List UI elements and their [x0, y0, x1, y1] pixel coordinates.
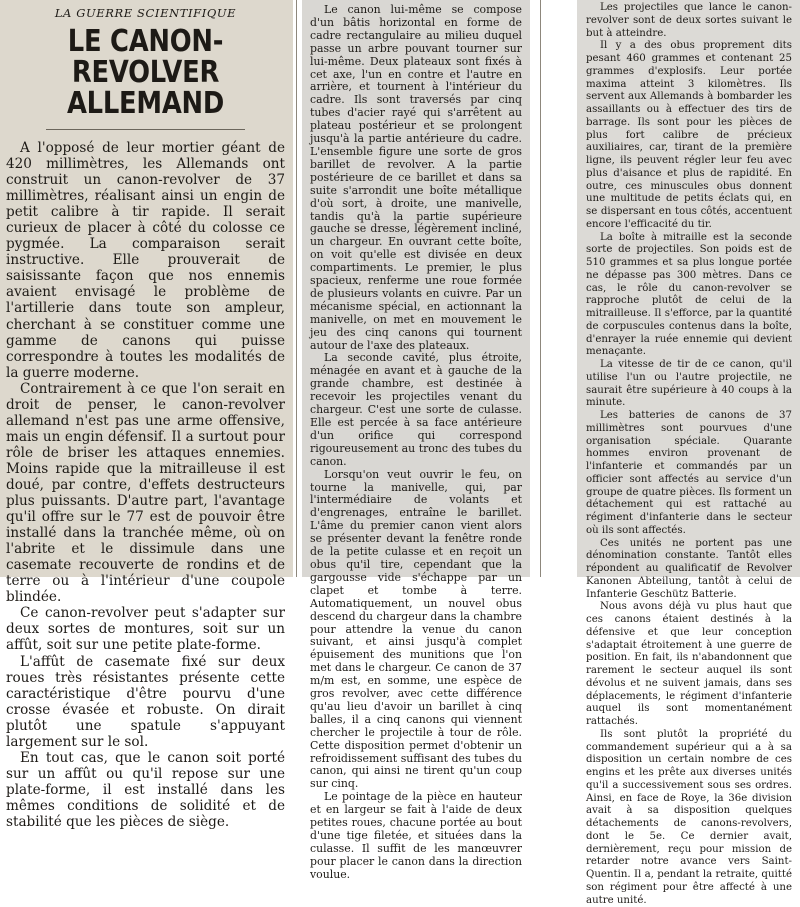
paragraph: Lorsqu'on veut ouvrir le feu, on tourne la manivelle, qui, par l'intermédiaire de volants et d'engrenages, entraîne le barillet. L'âme du premier canon vient alors se présenter devant la fenêtre ronde de la petite culasse et en reçoit un obus qu'il tire, cependant que la gargousse vide s'échappe par un clapet et tombe à terre. Automatiquement, un nouvel obus descend du chargeur dans la chambre pour attendre la venue du canon suivant, et ainsi jusqu'à complet épuisement des munitions que l'on met dans le chargeur. Ce canon de 37 m/m est, en somme, une espèce de gros revolver, avec cette différence qu'au lieu d'avoir un barillet à cinq balles, il a cinq canons qui viennent chercher le projectile à tour de rôle. Cette disposition permet d'obtenir un refroidissement suffisant des tubes du canon, qui ainsi ne tirent qu'un coup sur cinq.: [310, 467, 522, 791]
paragraph: Ils sont plutôt la propriété du commandement supérieur qui a à sa disposition un certain nombre de ces engins et les prête aux diverses unités qu'il a successivement sous ses ordres. Ainsi, en face de Roye, la 36e division avait à sa disposition quelques détachements de canons-revolvers, dont le 5e. Ce dernier avait, dernièrement, reçu pour mission de retarder notre avance vers Saint-Quentin. Il a, pendant la retraite, quitté son régiment pour être affecté à une autre unité.: [586, 728, 792, 906]
paragraph: Ce canon-revolver peut s'adapter sur deux sortes de montures, soit sur un affût, soit sur une petite plate-forme.: [6, 605, 285, 654]
article-column-3: [577, 0, 800, 906]
paragraph: Les projectiles que lance le canon-revolver sont de deux sortes suivant le but à atteindre.: [586, 2, 792, 39]
paragraph: Nous avons déjà vu plus haut que ces canons étaient destinés à la défensive et que leur conception s'adaptait étroitement à une guerre de position. En fait, ils n'abandonnent que rarement le secteur auquel ils sont dévolus et ne suivent jamais, dans ses déplacements, le régiment d'infanterie auquel ils sont momentanément rattachés.: [586, 601, 792, 727]
column-gap: [296, 0, 297, 577]
paragraph: Ces unités ne portent pas une dénomination constante. Tantôt elles répondent au qualificatif de Revolver Kanonen Abteilung, tantôt à celui de Infanterie Geschütz Batterie.: [586, 537, 792, 600]
paragraph: A l'opposé de leur mortier géant de 420 millimètres, les Allemands ont construit un canon-revolver de 37 millimètres, réalisant ainsi un engin de petit calibre à tir rapide. Il serait curieux de placer à côté du colosse ce pygmée. La comparaison serait instructive. Elle prouverait de saisissante façon que nos ennemis avaient envisagé le problème de l'artillerie dans toute son ampleur, cherchant à se constituer comme une gamme de canons qui puisse correspondre à toutes les modalités de la guerre moderne.: [6, 140, 285, 381]
column-gap: [540, 0, 541, 577]
column-3-body: [586, 2, 792, 907]
paragraph: Le canon lui-même se compose d'un bâtis horizontal en forme de cadre rectangulaire au milieu duquel passe un arbre pouvant tourner sur lui-même. Deux plateaux sont fixés à cet axe, l'un en contre et l'autre en arrière, et tournent à l'intérieur du cadre. Ils sont traversés par cinq tubes d'acier rayé qui s'arrêtent au plateau postérieur et se prolongent jusqu'à la partie antérieure du cadre. L'ensemble figure une sorte de gros barillet de revolver. A la partie postérieure de ce barillet et dans sa suite s'arrondit une boîte métallique d'où sort, à droite, une manivelle, tandis qu'à la partie supérieure gauche se dresse, légèrement incliné, un chargeur. En ouvrant cette boîte, on voit qu'elle est divisée en deux compartiments. Le premier, le plus spacieux, renferme une roue formée de plusieurs volants en cuivre. Par un mécanisme spécial, en actionnant la manivelle, on met en mouvement le jeu des cinq canons qui tournent autour de l'axe des plateaux.: [310, 3, 522, 352]
paragraph: Il y a des obus proprement dits pesant 460 grammes et contenant 25 grammes d'explosifs. Leur portée maxima atteint 3 kilomètres. Ils servent aux Allemands à bombarder les assaillants ou à effectuer des tirs de barrage. Ils sont pour les pièces de plus fort calibre de précieux auxiliaires, car, tirant de la première ligne, ils peuvent régler leur feu avec plus d'aisance et plus de rapidité. En outre, ces minuscules obus donnent une multitude de petits éclats qui, en se dispersant en tous côtés, accentuent encore l'efficacité du tir.: [586, 40, 792, 230]
paragraph: Les batteries de canons de 37 millimètres sont pourvues d'une organisation spéciale. Quarante hommes environ provenant de l'infanterie et commandés par un officier sont affectés au service d'un groupe de quatre pièces. Ils forment un détachement qui est rattaché au régiment d'infanterie dans le secteur où ils sont affectés.: [586, 410, 792, 536]
column-1-body: [6, 140, 285, 830]
section-kicker: LA GUERRE SCIENTIFIQUE: [54, 6, 237, 20]
paragraph: La vitesse de tir de ce canon, qu'il utilise l'un ou l'autre projectile, ne saurait être supérieure à 40 coups à la minute.: [586, 359, 792, 409]
paragraph: La seconde cavité, plus étroite, ménagée en avant et à gauche de la grande chambre, est destinée à recevoir les projectiles venant du chargeur. C'est une sorte de culasse. Elle est percée à sa face antérieure d'un orifice qui correspond rigoureusement au tronc des tubes du canon.: [310, 351, 522, 468]
paragraph: En tout cas, que le canon soit porté sur un affût ou qu'il repose sur une plate-forme, il est installé dans les mêmes conditions de solidité et de stabilité que les pièces de siège.: [6, 749, 285, 830]
column-2-body: [310, 4, 522, 882]
paragraph: Le pointage de la pièce en hauteur et en largeur se fait à l'aide de deux petites roues, chacune portée au bout d'une tige filetée, et situées dans la culasse. Il suffit de les manœuvrer pour placer le canon dans la direction voulue.: [310, 790, 522, 881]
article-title: LE CANON-REVOLVER ALLEMAND: [66, 24, 225, 121]
paragraph: L'affût de casemate fixé sur deux roues très résistantes présente cette caractéristique d'être pourvu d'une crosse évasée et robuste. On dirait plutôt une spatule s'appuyant largement sur le sol.: [6, 653, 285, 750]
title-divider: [46, 129, 245, 130]
article-column-1: [0, 0, 293, 830]
paragraph: Contrairement à ce que l'on serait en droit de penser, le canon-revolver allemand n'est pas une arme offensive, mais un engin défensif. Il a surtout pour rôle de briser les attaques ennemies. Moins rapide que la mitrailleuse il est doué, par contre, d'effets destructeurs plus puissants. D'autre part, l'avantage qu'il offre sur le 77 est de pouvoir être installé dans la tranchée même, où on l'abrite et le dissimule dans une casemate recouverte de rondins et de terre ou à l'intérieur d'une coupole blindée.: [6, 380, 285, 606]
paragraph: La boîte à mitraille est la seconde sorte de projectiles. Son poids est de 510 grammes et sa plus longue portée ne dépasse pas 300 mètres. Dans ce cas, le rôle du canon-revolver se rapproche plutôt de celui de la mitrailleuse. Il s'efforce, par la quantité de corpuscules contenus dans la boîte, d'enrayer la ruée ennemie qui devient menaçante.: [586, 231, 792, 358]
article-column-2: [302, 0, 530, 881]
